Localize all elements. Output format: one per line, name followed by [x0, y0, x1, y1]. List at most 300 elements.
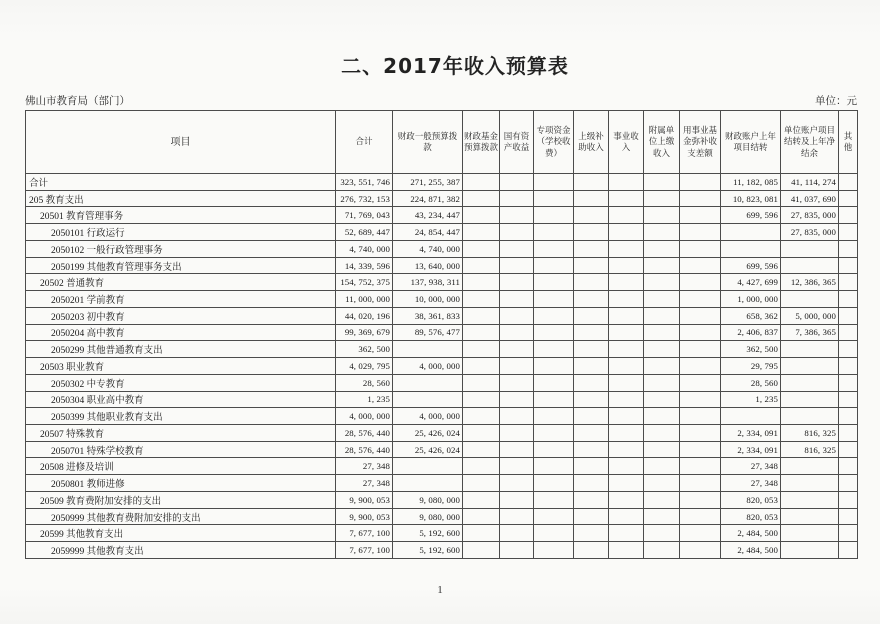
value-cell-10: 27, 835, 000 [781, 224, 839, 241]
value-cell-1: 4, 000, 000 [393, 408, 463, 425]
value-cell-10: 7, 386, 365 [781, 324, 839, 341]
table-row-5 [26, 257, 858, 274]
value-cell-11 [839, 190, 858, 207]
value-cell-4 [534, 425, 574, 442]
value-cell-1: 24, 854, 447 [393, 224, 463, 241]
value-cell-6 [609, 458, 644, 475]
value-cell-11 [839, 291, 858, 308]
value-cell-8 [680, 324, 721, 341]
value-cell-10: 41, 114, 274 [781, 174, 839, 191]
table-row-2 [26, 207, 858, 224]
value-cell-8 [680, 224, 721, 241]
value-cell-11 [839, 224, 858, 241]
page-title: 二、2017年收入预算表 [341, 54, 569, 78]
value-cell-6 [609, 408, 644, 425]
value-cell-7 [644, 324, 680, 341]
value-cell-3 [500, 358, 534, 375]
value-cell-5 [574, 224, 609, 241]
column-header-10: 财政账户上年项目结转 [721, 111, 781, 174]
value-cell-10 [781, 374, 839, 391]
value-cell-6 [609, 525, 644, 542]
value-cell-9: 1, 000, 000 [721, 291, 781, 308]
value-cell-9: 2, 406, 837 [721, 324, 781, 341]
value-cell-11 [839, 458, 858, 475]
value-cell-8 [680, 341, 721, 358]
value-cell-9: 362, 500 [721, 341, 781, 358]
item-cell: 2050204 高中教育 [26, 324, 336, 341]
item-cell: 合计 [26, 174, 336, 191]
value-cell-8 [680, 207, 721, 224]
value-cell-5 [574, 458, 609, 475]
value-cell-3 [500, 257, 534, 274]
table-row-15 [26, 425, 858, 442]
value-cell-5 [574, 324, 609, 341]
value-cell-8 [680, 408, 721, 425]
value-cell-5 [574, 307, 609, 324]
column-header-1: 合计 [336, 111, 393, 174]
value-cell-11 [839, 257, 858, 274]
value-cell-9: 699, 596 [721, 207, 781, 224]
table-row-9 [26, 324, 858, 341]
value-cell-6 [609, 190, 644, 207]
value-cell-10 [781, 358, 839, 375]
value-cell-9: 11, 182, 085 [721, 174, 781, 191]
table-row-18 [26, 475, 858, 492]
value-cell-5 [574, 391, 609, 408]
value-cell-6 [609, 491, 644, 508]
value-cell-5 [574, 542, 609, 559]
column-header-3: 财政基金预算拨款 [463, 111, 500, 174]
value-cell-7 [644, 542, 680, 559]
value-cell-4 [534, 240, 574, 257]
value-cell-0: 99, 369, 679 [336, 324, 393, 341]
table-row-21 [26, 525, 858, 542]
table-row-16 [26, 441, 858, 458]
value-cell-7 [644, 190, 680, 207]
value-cell-0: 27, 348 [336, 458, 393, 475]
value-cell-5 [574, 525, 609, 542]
value-cell-4 [534, 341, 574, 358]
value-cell-3 [500, 224, 534, 241]
table-meta-row [25, 93, 857, 108]
value-cell-6 [609, 341, 644, 358]
value-cell-8 [680, 240, 721, 257]
value-cell-10 [781, 257, 839, 274]
value-cell-3 [500, 491, 534, 508]
value-cell-5 [574, 358, 609, 375]
table-row-4 [26, 240, 858, 257]
value-cell-11 [839, 391, 858, 408]
value-cell-0: 7, 677, 100 [336, 542, 393, 559]
value-cell-2 [463, 508, 500, 525]
value-cell-10 [781, 240, 839, 257]
item-cell: 2050302 中专教育 [26, 374, 336, 391]
value-cell-0: 323, 551, 746 [336, 174, 393, 191]
value-cell-7 [644, 491, 680, 508]
value-cell-9: 4, 427, 699 [721, 274, 781, 291]
value-cell-7 [644, 458, 680, 475]
value-cell-0: 44, 020, 196 [336, 307, 393, 324]
value-cell-2 [463, 190, 500, 207]
value-cell-4 [534, 475, 574, 492]
value-cell-2 [463, 525, 500, 542]
value-cell-3 [500, 324, 534, 341]
value-cell-4 [534, 174, 574, 191]
value-cell-5 [574, 341, 609, 358]
table-row-20 [26, 508, 858, 525]
value-cell-11 [839, 374, 858, 391]
value-cell-3 [500, 291, 534, 308]
item-cell: 2059999 其他教育支出 [26, 542, 336, 559]
value-cell-6 [609, 358, 644, 375]
value-cell-3 [500, 425, 534, 442]
value-cell-11 [839, 408, 858, 425]
value-cell-10 [781, 525, 839, 542]
value-cell-7 [644, 224, 680, 241]
value-cell-1: 43, 234, 447 [393, 207, 463, 224]
value-cell-0: 71, 769, 043 [336, 207, 393, 224]
value-cell-8 [680, 508, 721, 525]
value-cell-6 [609, 374, 644, 391]
item-cell: 20508 进修及培训 [26, 458, 336, 475]
value-cell-9: 10, 823, 081 [721, 190, 781, 207]
value-cell-8 [680, 307, 721, 324]
value-cell-0: 4, 000, 000 [336, 408, 393, 425]
value-cell-2 [463, 542, 500, 559]
value-cell-2 [463, 408, 500, 425]
item-cell: 2050203 初中教育 [26, 307, 336, 324]
value-cell-4 [534, 358, 574, 375]
value-cell-6 [609, 240, 644, 257]
value-cell-6 [609, 207, 644, 224]
value-cell-4 [534, 508, 574, 525]
value-cell-8 [680, 525, 721, 542]
table-row-22 [26, 542, 858, 559]
value-cell-0: 1, 235 [336, 391, 393, 408]
value-cell-1: 5, 192, 600 [393, 525, 463, 542]
value-cell-3 [500, 525, 534, 542]
value-cell-1: 9, 080, 000 [393, 491, 463, 508]
value-cell-10: 27, 835, 000 [781, 207, 839, 224]
value-cell-8 [680, 291, 721, 308]
value-cell-9: 699, 596 [721, 257, 781, 274]
value-cell-3 [500, 240, 534, 257]
value-cell-0: 9, 900, 053 [336, 508, 393, 525]
table-row-0 [26, 174, 858, 191]
value-cell-5 [574, 190, 609, 207]
value-cell-1 [393, 391, 463, 408]
value-cell-0: 362, 500 [336, 341, 393, 358]
value-cell-11 [839, 274, 858, 291]
column-header-4: 国有资产收益 [500, 111, 534, 174]
column-header-0: 项目 [26, 111, 336, 174]
value-cell-1 [393, 475, 463, 492]
value-cell-9: 2, 484, 500 [721, 542, 781, 559]
value-cell-7 [644, 291, 680, 308]
value-cell-9 [721, 408, 781, 425]
value-cell-1: 38, 361, 833 [393, 307, 463, 324]
value-cell-11 [839, 491, 858, 508]
value-cell-0: 9, 900, 053 [336, 491, 393, 508]
value-cell-8 [680, 458, 721, 475]
value-cell-1 [393, 374, 463, 391]
table-row-19 [26, 491, 858, 508]
value-cell-4 [534, 291, 574, 308]
value-cell-1: 4, 000, 000 [393, 358, 463, 375]
column-header-8: 附属单位上缴收入 [644, 111, 680, 174]
value-cell-4 [534, 408, 574, 425]
value-cell-11 [839, 207, 858, 224]
value-cell-2 [463, 441, 500, 458]
value-cell-9: 2, 334, 091 [721, 425, 781, 442]
value-cell-9: 2, 334, 091 [721, 441, 781, 458]
table-row-1 [26, 190, 858, 207]
item-cell: 2050199 其他教育管理事务支出 [26, 257, 336, 274]
item-cell: 20503 职业教育 [26, 358, 336, 375]
department-label: 佛山市教育局（部门） [25, 96, 130, 107]
value-cell-4 [534, 190, 574, 207]
column-header-5: 专项资金（学校收费） [534, 111, 574, 174]
value-cell-5 [574, 491, 609, 508]
value-cell-9 [721, 240, 781, 257]
table-header [26, 111, 858, 174]
value-cell-7 [644, 274, 680, 291]
value-cell-0: 11, 000, 000 [336, 291, 393, 308]
value-cell-11 [839, 441, 858, 458]
table-body [26, 174, 858, 559]
value-cell-5 [574, 408, 609, 425]
value-cell-3 [500, 542, 534, 559]
value-cell-8 [680, 257, 721, 274]
table-row-17 [26, 458, 858, 475]
value-cell-4 [534, 458, 574, 475]
value-cell-6 [609, 475, 644, 492]
table-row-6 [26, 274, 858, 291]
value-cell-9: 28, 560 [721, 374, 781, 391]
value-cell-5 [574, 274, 609, 291]
value-cell-2 [463, 174, 500, 191]
value-cell-3 [500, 207, 534, 224]
value-cell-1: 137, 938, 311 [393, 274, 463, 291]
unit-label: 单位：元 [815, 96, 857, 107]
value-cell-11 [839, 358, 858, 375]
value-cell-10: 12, 386, 365 [781, 274, 839, 291]
value-cell-11 [839, 425, 858, 442]
value-cell-6 [609, 508, 644, 525]
value-cell-10: 41, 037, 690 [781, 190, 839, 207]
value-cell-5 [574, 207, 609, 224]
value-cell-7 [644, 257, 680, 274]
value-cell-8 [680, 190, 721, 207]
value-cell-8 [680, 491, 721, 508]
value-cell-4 [534, 525, 574, 542]
value-cell-4 [534, 324, 574, 341]
value-cell-2 [463, 475, 500, 492]
value-cell-7 [644, 475, 680, 492]
value-cell-8 [680, 391, 721, 408]
table-row-12 [26, 374, 858, 391]
value-cell-2 [463, 324, 500, 341]
item-cell: 205 教育支出 [26, 190, 336, 207]
value-cell-0: 28, 560 [336, 374, 393, 391]
value-cell-0: 52, 689, 447 [336, 224, 393, 241]
value-cell-11 [839, 508, 858, 525]
value-cell-2 [463, 341, 500, 358]
value-cell-9: 820, 053 [721, 508, 781, 525]
value-cell-0: 14, 339, 596 [336, 257, 393, 274]
value-cell-9: 27, 348 [721, 458, 781, 475]
value-cell-6 [609, 391, 644, 408]
item-cell: 2050102 一般行政管理事务 [26, 240, 336, 257]
value-cell-8 [680, 274, 721, 291]
value-cell-4 [534, 307, 574, 324]
table-row-11 [26, 358, 858, 375]
table-row-7 [26, 291, 858, 308]
item-cell: 2050101 行政运行 [26, 224, 336, 241]
value-cell-5 [574, 174, 609, 191]
value-cell-3 [500, 307, 534, 324]
value-cell-9: 29, 795 [721, 358, 781, 375]
value-cell-0: 27, 348 [336, 475, 393, 492]
value-cell-6 [609, 291, 644, 308]
value-cell-9 [721, 224, 781, 241]
value-cell-5 [574, 508, 609, 525]
value-cell-4 [534, 274, 574, 291]
value-cell-2 [463, 391, 500, 408]
value-cell-3 [500, 341, 534, 358]
value-cell-2 [463, 207, 500, 224]
item-cell: 20599 其他教育支出 [26, 525, 336, 542]
value-cell-8 [680, 174, 721, 191]
value-cell-10 [781, 291, 839, 308]
value-cell-3 [500, 508, 534, 525]
value-cell-9: 27, 348 [721, 475, 781, 492]
value-cell-0: 28, 576, 440 [336, 425, 393, 442]
value-cell-5 [574, 475, 609, 492]
value-cell-7 [644, 408, 680, 425]
value-cell-7 [644, 508, 680, 525]
value-cell-2 [463, 307, 500, 324]
value-cell-10 [781, 408, 839, 425]
value-cell-3 [500, 441, 534, 458]
value-cell-6 [609, 441, 644, 458]
value-cell-11 [839, 525, 858, 542]
item-cell: 2050304 职业高中教育 [26, 391, 336, 408]
table-row-14 [26, 408, 858, 425]
value-cell-2 [463, 274, 500, 291]
item-cell: 20507 特殊教育 [26, 425, 336, 442]
value-cell-5 [574, 291, 609, 308]
item-cell: 2050701 特殊学校教育 [26, 441, 336, 458]
value-cell-8 [680, 358, 721, 375]
value-cell-7 [644, 341, 680, 358]
value-cell-2 [463, 374, 500, 391]
value-cell-8 [680, 475, 721, 492]
table-row-13 [26, 391, 858, 408]
value-cell-4 [534, 441, 574, 458]
column-header-12: 其他 [839, 111, 858, 174]
value-cell-3 [500, 475, 534, 492]
column-header-9: 用事业基金弥补收支差额 [680, 111, 721, 174]
value-cell-6 [609, 324, 644, 341]
item-cell: 2050999 其他教育费附加安排的支出 [26, 508, 336, 525]
value-cell-2 [463, 240, 500, 257]
value-cell-6 [609, 257, 644, 274]
header-row [26, 111, 858, 174]
revenue-budget-table [25, 110, 858, 559]
value-cell-11 [839, 475, 858, 492]
value-cell-7 [644, 374, 680, 391]
value-cell-5 [574, 425, 609, 442]
value-cell-11 [839, 341, 858, 358]
value-cell-10: 5, 000, 000 [781, 307, 839, 324]
value-cell-1: 89, 576, 477 [393, 324, 463, 341]
value-cell-10 [781, 458, 839, 475]
value-cell-4 [534, 542, 574, 559]
value-cell-10 [781, 508, 839, 525]
value-cell-10: 816, 325 [781, 425, 839, 442]
column-header-6: 上级补助收入 [574, 111, 609, 174]
value-cell-11 [839, 542, 858, 559]
value-cell-6 [609, 174, 644, 191]
value-cell-0: 28, 576, 440 [336, 441, 393, 458]
value-cell-5 [574, 257, 609, 274]
value-cell-8 [680, 542, 721, 559]
value-cell-4 [534, 207, 574, 224]
value-cell-2 [463, 358, 500, 375]
value-cell-3 [500, 274, 534, 291]
value-cell-6 [609, 542, 644, 559]
value-cell-8 [680, 425, 721, 442]
value-cell-4 [534, 374, 574, 391]
value-cell-3 [500, 190, 534, 207]
value-cell-3 [500, 458, 534, 475]
value-cell-7 [644, 525, 680, 542]
item-cell: 2050801 教师进修 [26, 475, 336, 492]
value-cell-6 [609, 425, 644, 442]
value-cell-0: 4, 029, 795 [336, 358, 393, 375]
column-header-11: 单位账户项目结转及上年净结余 [781, 111, 839, 174]
item-cell: 20501 教育管理事务 [26, 207, 336, 224]
value-cell-11 [839, 240, 858, 257]
item-cell: 20502 普通教育 [26, 274, 336, 291]
value-cell-0: 276, 732, 153 [336, 190, 393, 207]
value-cell-11 [839, 324, 858, 341]
value-cell-7 [644, 391, 680, 408]
value-cell-1: 13, 640, 000 [393, 257, 463, 274]
value-cell-3 [500, 374, 534, 391]
item-cell: 20509 教育费附加安排的支出 [26, 491, 336, 508]
table-row-10 [26, 341, 858, 358]
value-cell-8 [680, 441, 721, 458]
value-cell-3 [500, 391, 534, 408]
value-cell-1: 4, 740, 000 [393, 240, 463, 257]
value-cell-10 [781, 542, 839, 559]
value-cell-2 [463, 257, 500, 274]
value-cell-0: 7, 677, 100 [336, 525, 393, 542]
value-cell-10 [781, 341, 839, 358]
value-cell-1: 271, 255, 387 [393, 174, 463, 191]
table-row-8 [26, 307, 858, 324]
value-cell-9: 658, 362 [721, 307, 781, 324]
value-cell-7 [644, 358, 680, 375]
value-cell-7 [644, 174, 680, 191]
value-cell-11 [839, 174, 858, 191]
value-cell-7 [644, 425, 680, 442]
value-cell-2 [463, 425, 500, 442]
value-cell-7 [644, 207, 680, 224]
value-cell-6 [609, 274, 644, 291]
